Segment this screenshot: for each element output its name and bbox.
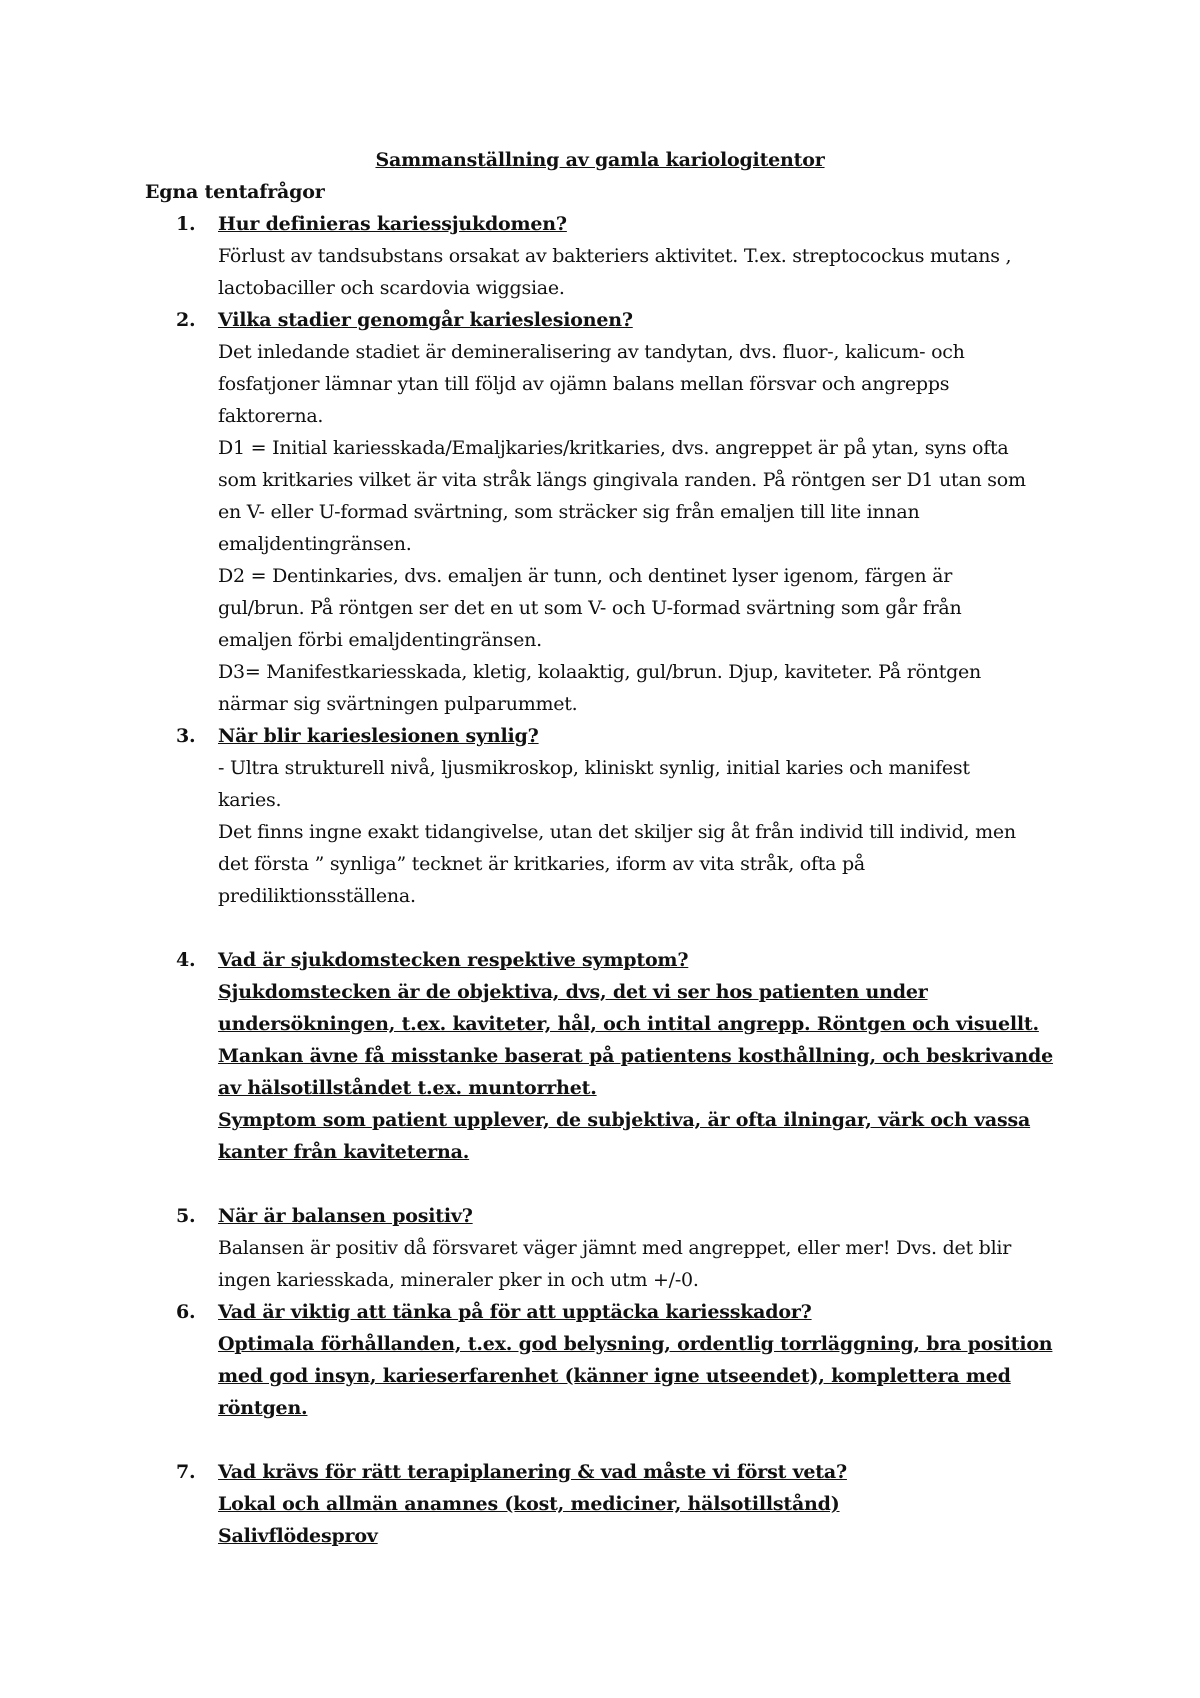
- answer-line: som kritkaries vilket är vita stråk längs gingivala randen. På röntgen ser D1 utan som: [218, 469, 1026, 491]
- question-7: [176, 1458, 847, 1486]
- question-1: [176, 210, 567, 238]
- answer-line: Symptom som patient upplever, de subjektiva, är ofta ilningar, värk och vassa: [218, 1109, 1031, 1131]
- question-text: Vad krävs för rätt terapiplanering & vad måste vi först veta?: [218, 1461, 847, 1483]
- question-text: Vad är viktig att tänka på för att upptäcka kariesskador?: [218, 1301, 812, 1323]
- question-text: När blir karieslesionen synlig?: [218, 725, 539, 747]
- answer-line: Det inledande stadiet är demineralisering av tandytan, dvs. fluor-, kalicum- och: [218, 341, 965, 363]
- answer-line: emaljen förbi emaljdentingränsen.: [218, 629, 542, 651]
- answer-line: lactobaciller och scardovia wiggsiae.: [218, 277, 565, 299]
- answer-line: D2 = Dentinkaries, dvs. emaljen är tunn, och dentinet lyser igenom, färgen är: [218, 565, 953, 587]
- question-3: [176, 722, 539, 750]
- question-2: [176, 306, 633, 334]
- answer-line: röntgen.: [218, 1397, 308, 1419]
- answer-line: kanter från kaviteterna.: [218, 1141, 470, 1163]
- answer-line: Sjukdomstecken är de objektiva, dvs, det vi ser hos patienten under: [218, 981, 928, 1003]
- answer-line: D1 = Initial kariesskada/Emaljkaries/kritkaries, dvs. angreppet är på ytan, syns ofta: [218, 437, 1009, 459]
- answer-line: Förlust av tandsubstans orsakat av bakteriers aktivitet. T.ex. streptocockus mutans ,: [218, 245, 1012, 267]
- answer-line: det första ” synliga” tecknet är kritkaries, iform av vita stråk, ofta på: [218, 853, 865, 875]
- question-number: 5.: [176, 1205, 196, 1227]
- answer-line: fosfatjoner lämnar ytan till följd av ojämn balans mellan försvar och angrepps: [218, 373, 950, 395]
- question-number: 2.: [176, 309, 196, 331]
- question-5: [176, 1202, 473, 1230]
- answer-line: faktorerna.: [218, 405, 324, 427]
- question-6: [176, 1298, 812, 1326]
- question-text: Vad är sjukdomstecken respektive symptom?: [218, 949, 689, 971]
- question-number: 3.: [176, 725, 196, 747]
- answer-line: Det finns ingne exakt tidangivelse, utan det skiljer sig åt från individ till individ, men: [218, 821, 1016, 843]
- question-4: [176, 946, 688, 974]
- answer-line: Optimala förhållanden, t.ex. god belysning, ordentlig torrläggning, bra position: [218, 1333, 1053, 1355]
- document-title: Sammanställning av gamla kariologitentor: [375, 149, 825, 171]
- answer-line: Balansen är positiv då försvaret väger jämnt med angreppet, eller mer! Dvs. det blir: [218, 1237, 1012, 1259]
- question-number: 6.: [176, 1301, 196, 1323]
- question-number: 7.: [176, 1461, 196, 1483]
- answer-line: emaljdentingränsen.: [218, 533, 412, 555]
- answer-line: D3= Manifestkariesskada, kletig, kolaaktig, gul/brun. Djup, kaviteter. På röntgen: [218, 661, 981, 683]
- answer-line: karies.: [218, 789, 282, 811]
- answer-line: närmar sig svärtningen pulparummet.: [218, 693, 578, 715]
- question-text: När är balansen positiv?: [218, 1205, 473, 1227]
- answer-line: en V- eller U-formad svärtning, som sträcker sig från emaljen till lite innan: [218, 501, 920, 523]
- answer-line: med god insyn, karieserfarenhet (känner igne utseendet), komplettera med: [218, 1365, 1011, 1387]
- answer-line: undersökningen, t.ex. kaviteter, hål, och intital angrepp. Röntgen och visuellt.: [218, 1013, 1039, 1035]
- question-text: Hur definieras kariessjukdomen?: [218, 213, 567, 235]
- answer-line: Mankan ävne få misstanke baserat på patientens kosthållning, och beskrivande: [218, 1045, 1054, 1067]
- answer-line: gul/brun. På röntgen ser det en ut som V- och U-formad svärtning som går från: [218, 597, 962, 619]
- section-heading: Egna tentafrågor: [145, 181, 325, 203]
- answer-line: ingen kariesskada, mineraler pker in och utm +/-0.: [218, 1269, 699, 1291]
- answer-line: Salivflödesprov: [218, 1525, 378, 1547]
- answer-line: - Ultra strukturell nivå, ljusmikroskop, kliniskt synlig, initial karies och manifest: [218, 757, 970, 779]
- answer-line: av hälsotillståndet t.ex. muntorrhet.: [218, 1077, 597, 1099]
- question-number: 1.: [176, 213, 196, 235]
- answer-line: prediliktionsställena.: [218, 885, 416, 907]
- question-text: Vilka stadier genomgår karieslesionen?: [218, 309, 633, 331]
- question-number: 4.: [176, 949, 196, 971]
- answer-line: Lokal och allmän anamnes (kost, mediciner, hälsotillstånd): [218, 1493, 840, 1515]
